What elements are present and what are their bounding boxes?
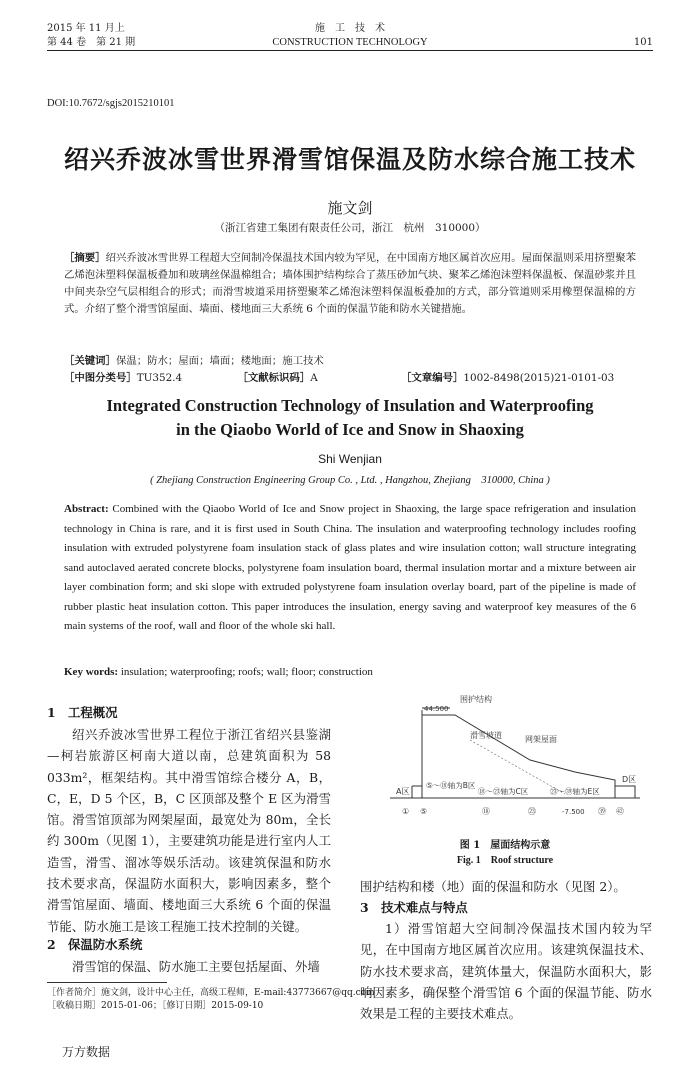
fig-axis-1: ① bbox=[402, 807, 410, 816]
header-rule bbox=[47, 50, 653, 51]
fig-axis-42: ㊷ bbox=[616, 807, 624, 816]
fig-label-zone-d: D区 bbox=[622, 775, 637, 784]
abstract-cn-text: 绍兴乔波冰雪世界工程超大空间制冷保温技术国内较为罕见，在中国南方地区属首次应用。屋面保温则采用挤塑聚苯乙烯泡沫塑料保温板叠加和玻璃丝保温棉组合；墙体围护结构综合了蒸压砂加气块、聚苯乙烯泡沫塑料保温板、保温砂浆并且中间夹杂空气层相组合的形式；而滑雪坡道采用挤塑聚苯乙烯泡沫塑料保温板叠加的方式，部分管道则采用橡塑保温棉的方式。介绍了整个滑雪馆屋面、墙面、楼地面三大系统 6 个面的保温节能和防水关键措施。 bbox=[64, 252, 637, 315]
fig-label-ski-slope: 滑雪坡道 bbox=[470, 731, 502, 740]
article-no-label: ［文章编号］ bbox=[401, 372, 464, 384]
section2-heading: 2 保温防水系统 bbox=[47, 937, 143, 952]
doc-code-value: A bbox=[310, 372, 318, 384]
section1-heading: 1 工程概况 bbox=[47, 705, 118, 720]
fig-axis-39: ㊴ bbox=[598, 807, 606, 816]
keywords-cn-text: 保温；防水；屋面；墙面；楼地面；施工技术 bbox=[115, 355, 324, 367]
fig1-caption-en: Fig. 1 Roof structure bbox=[456, 855, 554, 866]
zone-a-box bbox=[412, 786, 422, 798]
watermark: 万方数据 bbox=[62, 1045, 111, 1059]
footnote-author: ［作者简介］施文剑，设计中心主任，高级工程师，E-mail:43773667@qq.com bbox=[47, 988, 375, 998]
clc-value: TU352.4 bbox=[136, 372, 183, 384]
classification bbox=[64, 370, 644, 387]
title-cn: 绍兴乔波冰雪世界滑雪馆保温及防水综合施工技术 bbox=[63, 145, 636, 174]
volume-issue: 第 44 卷 第 21 期 bbox=[47, 37, 136, 48]
roof-structure-diagram bbox=[360, 690, 650, 830]
keywords-en-text: insulation; waterproofing; roofs; wall; floor; construction bbox=[120, 666, 373, 678]
article-no-value: 1002-8498(2015)21-0101-03 bbox=[463, 372, 615, 384]
section2-para: 滑雪馆的保温、防水施工主要包括屋面、外墙 bbox=[72, 959, 320, 974]
affiliation-cn: （浙江省建工集团有限责任公司，浙江 杭州 310000） bbox=[214, 222, 486, 234]
fig-axis-23: ㉓ bbox=[528, 807, 536, 816]
abstract-en-text: Combined with the Qiaobo World of Ice and Snow project in Shaoxing, the large space refrigeration and insulation technology in China is rare, and it is first used in South China. The insulation and waterproofing technology includes roofing insulation with extruded polystyrene foam insulation stack of glass plates and wire insulation cotton; wall structure integrating sand autoclaved aerated concrete blocks, polystyrene foam insulation board, thermal insulation mortar and a mixture between air layer combination form; and ski slope with extruded polystyrene foam insulation overlay board, part of the pipeline is made of rubber plastic heat insulation cotton. This paper introduces the insulation, energy saving and waterproof key measures of the 6 main systems of the roof, wall and floor of the whole ski hall. bbox=[64, 503, 636, 632]
journal-name-cn: 施 工 技 术 bbox=[315, 23, 385, 34]
doc-code-label: ［文献标识码］ bbox=[237, 372, 311, 384]
fig-label-axis-e: ㉓～㊴轴为E区 bbox=[550, 787, 600, 796]
right-col-continuation: 围护结构和楼（地）面的保温和防水（见图 2）。 bbox=[360, 879, 626, 894]
fig-axis-5: ⑤ bbox=[420, 807, 428, 816]
abstract-en: Abstract: Combined with the Qiaobo World of Ice and Snow project in Shaoxing, the large space refrigeration and insulation technology in China is rare, and it is first used in South China. The insulation and waterproofing technology includes roofing insulation with extruded polystyrene foam insulation stack of glass plates and wire insulation cotton; wall structure integrating sand autoclaved aerated concrete blocks, polystyrene foam insulation board, thermal insulation mortar and a mixture between air layer combination form; and ski slope with extruded polystyrene foam insulation overlay board, part of the pipeline is made of rubber plastic heat insulation cotton. This paper introduces the insulation, energy saving and waterproof key measures of the 6 main systems of the roof, wall and floor of the whole ski hall. bbox=[64, 503, 636, 632]
zone-d-box bbox=[615, 786, 635, 798]
page-number: 101 bbox=[633, 37, 653, 48]
fig1-caption-cn: 图 1 屋面结构示意 bbox=[459, 840, 551, 851]
author-en: Shi Wenjian bbox=[318, 452, 382, 466]
affiliation-en: ( Zhejiang Construction Engineering Group Co. , Ltd. , Hangzhou, Zhejiang 310000, China ) bbox=[150, 475, 550, 486]
figure-1 bbox=[360, 690, 650, 830]
keywords-en-label: Key words bbox=[64, 666, 115, 678]
issue-date: 2015 年 11 月上 bbox=[47, 23, 125, 34]
fig-label-elev-top: 44.500 bbox=[424, 705, 449, 713]
abstract-cn-label: ［摘要］ bbox=[64, 252, 106, 264]
clc-label: ［中图分类号］ bbox=[64, 372, 137, 384]
title-en-line2: in the Qiaobo World of Ice and Snow in Shaoxing bbox=[176, 420, 524, 439]
abstract-en-label: Abstract bbox=[64, 503, 105, 515]
keywords-en: Key words: insulation; waterproofing; roofs; wall; floor; construction bbox=[64, 666, 373, 678]
title-en-line1: Integrated Construction Technology of Insulation and Waterproofing bbox=[106, 396, 594, 415]
fig-label-enclosure: 围护结构 bbox=[460, 695, 492, 704]
keywords-cn bbox=[64, 353, 636, 370]
ski-slope-line bbox=[470, 740, 565, 794]
fig-label-axis-c: ⑱～㉓轴为C区 bbox=[478, 787, 529, 796]
fig-label-zone-a: A区 bbox=[396, 787, 410, 796]
author-cn: 施文剑 bbox=[327, 199, 373, 217]
fig-label-elev-bottom: -7.500 bbox=[562, 808, 585, 816]
section3-heading: 3 技术难点与特点 bbox=[360, 900, 468, 915]
fig-label-grid-roof: 网架屋面 bbox=[525, 735, 557, 744]
fig-label-axis-b: ⑤～⑱轴为B区 bbox=[426, 781, 476, 790]
section1-para: 绍兴乔波冰雪世界工程位于浙江省绍兴县鉴湖—柯岩旅游区柯南大道以南，总建筑面积为 58 033m²，框架结构。其中滑雪馆综合楼分 A，B，C，E，D 5 个区，B，C 区顶部及整个 E 区为滑雪馆。滑雪馆顶部为网架屋面，最宽处为 80m，全长约 300m（见图 1），主要建筑功能是进行室内人工造雪，滑雪、溜冰等娱乐活动。该建筑保温和防水技术要求高，保温防水面积大，影响因素多，整个滑雪馆屋面、墙面、楼地面三大系统 6 个面的保温节能、防水施工是该工程施工技术控制的关键。 bbox=[47, 727, 331, 934]
journal-name-en: CONSTRUCTION TECHNOLOGY bbox=[272, 37, 428, 48]
keywords-cn-label: ［关键词］ bbox=[64, 355, 116, 367]
fig-axis-18: ⑱ bbox=[482, 807, 490, 816]
footnote-dates: ［收稿日期］2015-01-06；［修订日期］2015-09-10 bbox=[47, 1001, 264, 1011]
footnote-rule bbox=[47, 982, 167, 983]
section3-para: 1）滑雪馆超大空间制冷保温技术国内较为罕见，在中国南方地区属首次应用。该建筑保温技术、防水技术要求高，建筑体量大，保温防水面积大，影响因素多，确保整个滑雪馆 6 个面的保温节能、防水效果是工程的主要技术难点。 bbox=[360, 921, 652, 1022]
doi: DOI:10.7672/sgjs2015210101 bbox=[47, 98, 175, 109]
abstract-cn bbox=[64, 250, 636, 318]
